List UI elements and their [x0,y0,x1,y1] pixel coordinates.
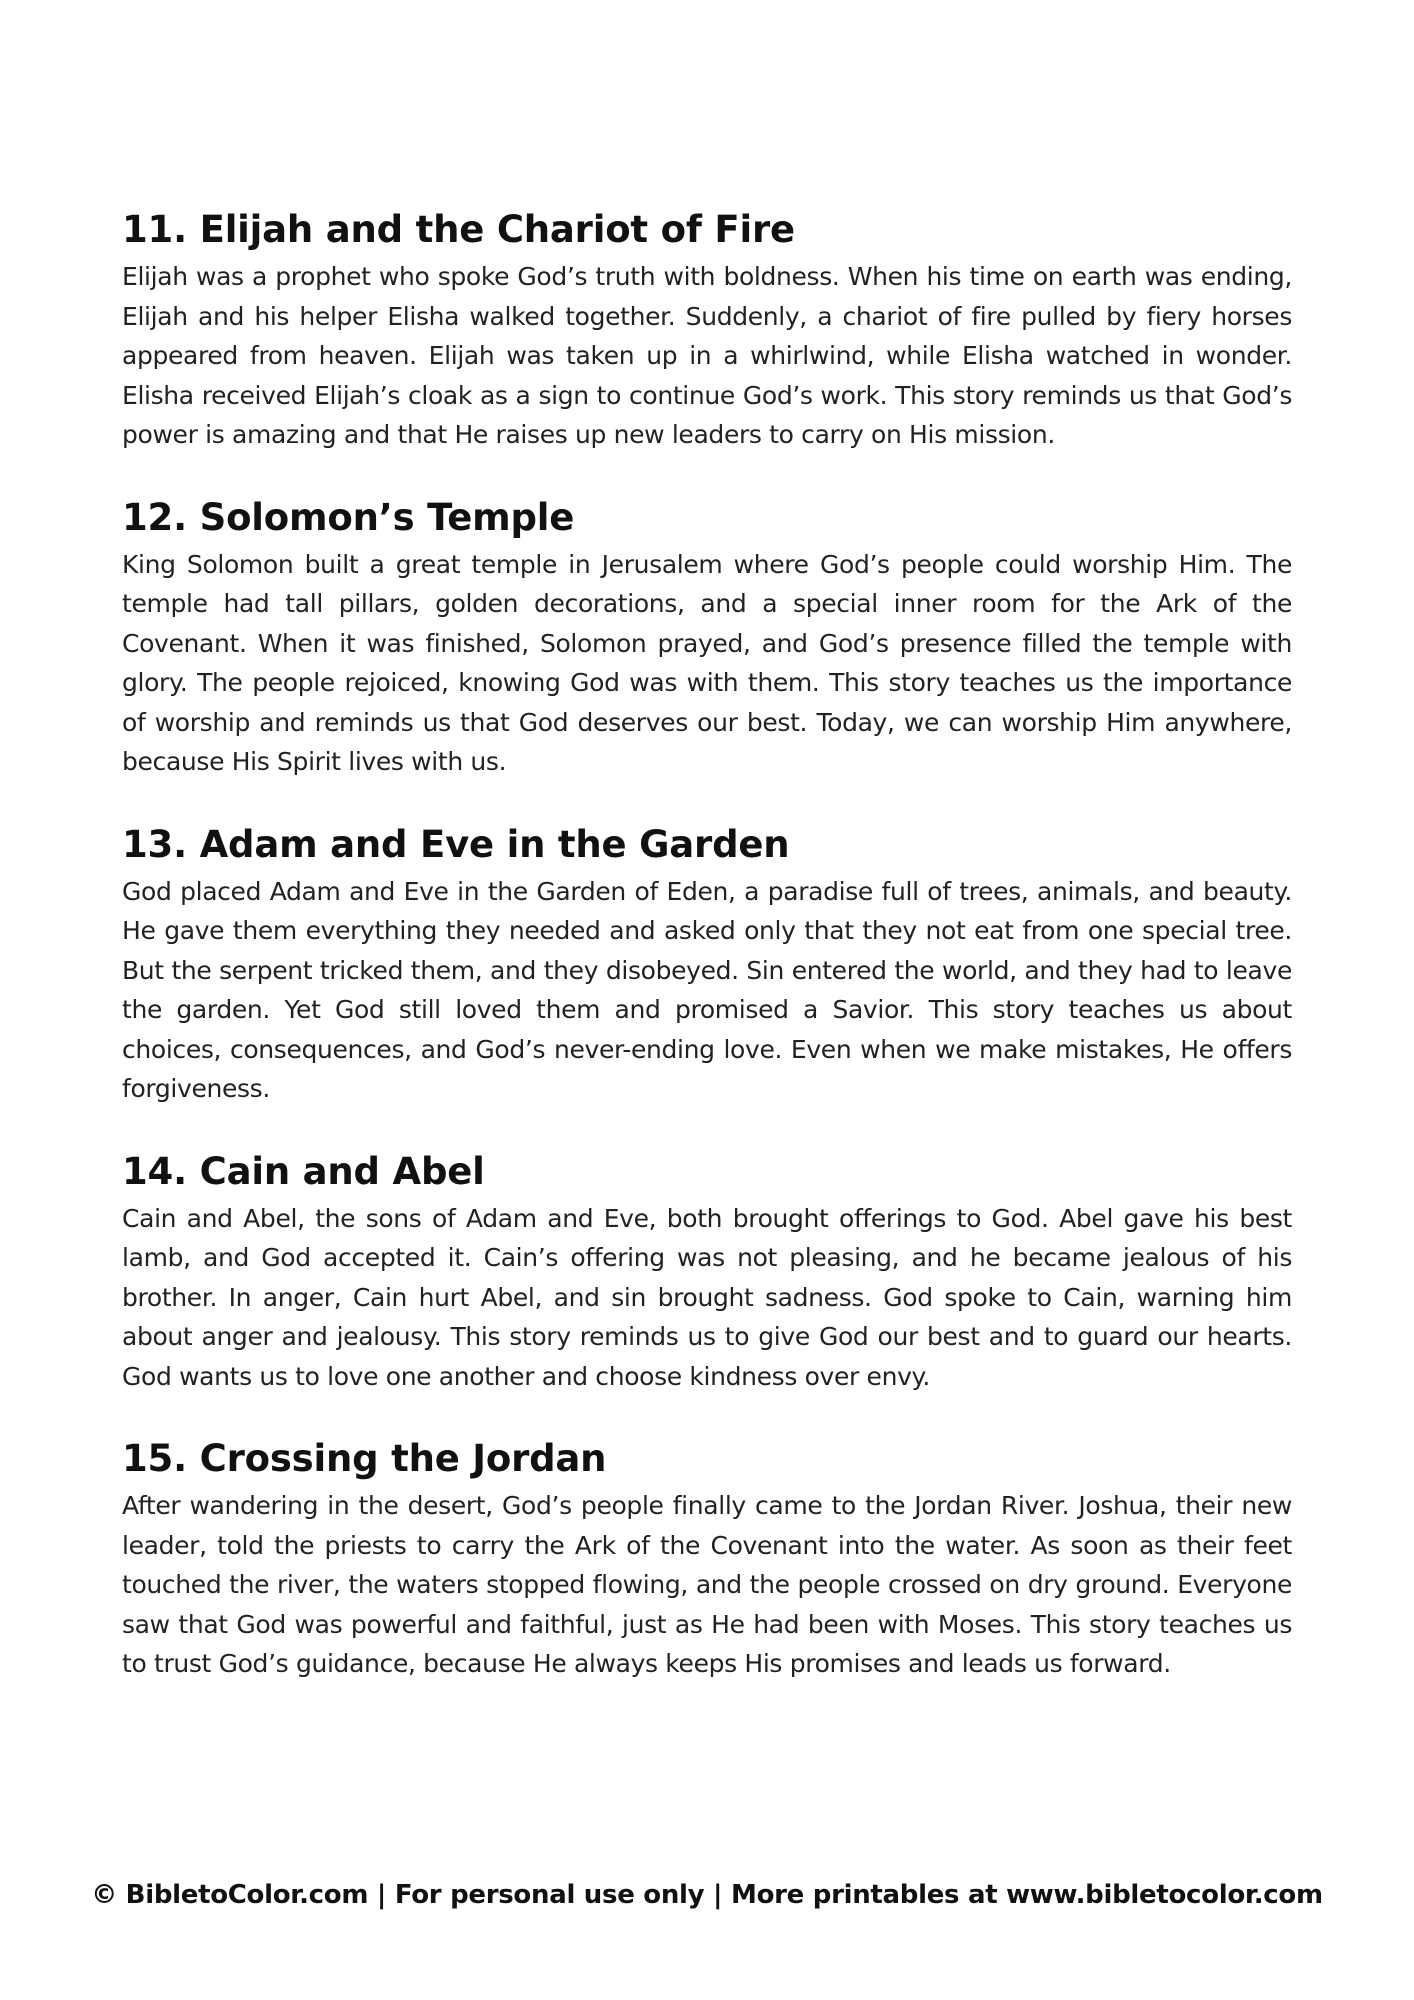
story-11 [122,205,1292,455]
story-body: Elijah was a prophet who spoke God’s truth with boldness. When his time on earth was ending, Elijah and his helper Elisha walked together. Suddenly, a chariot of fire pulled by fiery horses appeared from heaven. Elijah was taken up in a whirlwind, while Elisha watched in wonder. Elisha received Elijah’s cloak as a sign to continue God’s work. This story reminds us that God’s power is amazing and that He raises up new leaders to carry on His mission. [122,262,1292,449]
story-title: 14. Cain and Abel [122,1149,485,1193]
story-title: 13. Adam and Eve in the Garden [122,822,790,866]
story-15 [122,1434,1292,1684]
story-12 [122,493,1292,782]
story-body: After wandering in the desert, God’s people finally came to the Jordan River. Joshua, their new leader, told the priests to carry the Ark of the Covenant into the water. As soon as their feet touched the river, the waters stopped flowing, and the people crossed on dry ground. Everyone saw that God was powerful and faithful, just as He had been with Moses. This story teaches us to trust God’s guidance, because He always keeps His promises and leads us forward. [122,1491,1292,1678]
story-title: 15. Crossing the Jordan [122,1437,607,1480]
story-body: God placed Adam and Eve in the Garden of Eden, a paradise full of trees, animals, and beauty. He gave them everything they needed and asked only that they not eat from one special tree. But the serpent tricked them, and they disobeyed. Sin entered the world, and they had to leave the garden. Yet God still loved them and promised a Savior. This story teaches us about choices, consequences, and God’s never-ending love. Even when we make mistakes, He offers forgiveness. [122,876,1292,1103]
story-body: King Solomon built a great temple in Jerusalem where God’s people could worship Him. The temple had tall pillars, golden decorations, and a special inner room for the Ark of the Covenant. When it was finished, Solomon prayed, and God’s presence filled the temple with glory. The people rejoiced, knowing God was with them. This story teaches us the importance of worship and reminds us that God deserves our best. Today, we can worship Him anywhere, because His Spirit lives with us. [122,549,1292,776]
story-13 [122,820,1292,1109]
story-title: 11. Elijah and the Chariot of Fire [122,208,795,251]
story-title: 12. Solomon’s Temple [122,495,575,539]
story-body: Cain and Abel, the sons of Adam and Eve, both brought offerings to God. Abel gave his best lamb, and God accepted it. Cain’s offering was not pleasing, and he became jealous of his brother. In anger, Cain hurt Abel, and sin brought sadness. God spoke to Cain, warning him about anger and jealousy. This story reminds us to give God our best and to guard our hearts. God wants us to love one another and choose kindness over envy. [122,1203,1292,1391]
footer-copyright: © BibletoColor.com | For personal use only | More printables at www.bibletocolor.com [91,1880,1323,1910]
story-14 [122,1147,1292,1397]
story-list [122,205,1292,1722]
